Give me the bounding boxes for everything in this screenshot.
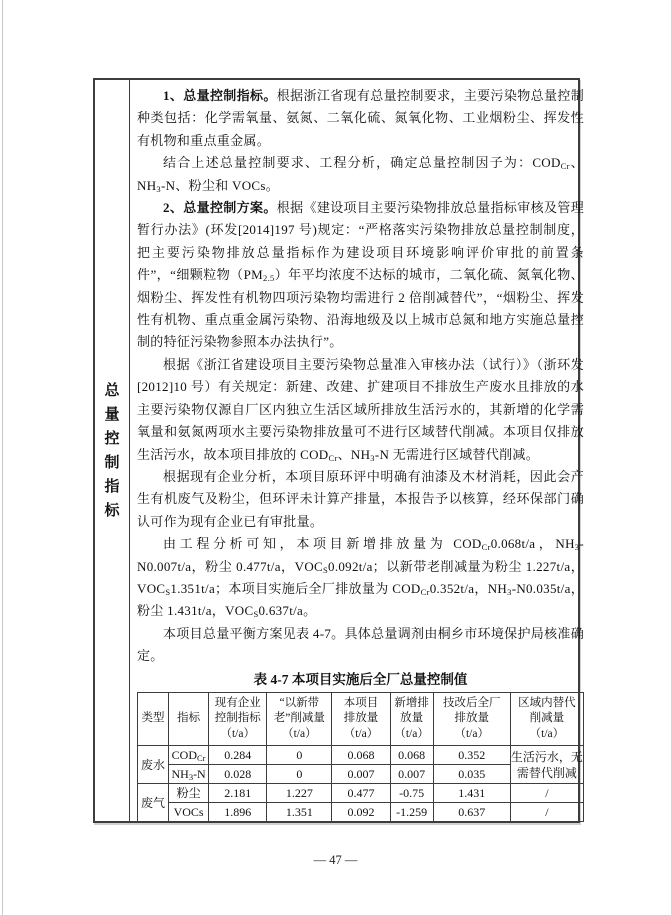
- header-line: 本项目: [343, 696, 379, 709]
- sidebar-label-char: 总: [104, 382, 120, 399]
- totals-table: [137, 692, 584, 823]
- subscript-text: 2.5: [263, 273, 275, 284]
- subscript-text: 3: [156, 183, 161, 194]
- sidebar-label-char: 指: [104, 478, 120, 495]
- table-cell: 0.092: [332, 803, 390, 822]
- sidebar-label: [104, 379, 119, 523]
- header-line: 类型: [141, 712, 165, 725]
- scan-edge-artifact: [2, 0, 3, 915]
- paragraph: [137, 623, 584, 668]
- table-cell: 1.431: [433, 784, 510, 803]
- subscript-text: S: [322, 564, 329, 575]
- table-header-row: [138, 692, 584, 746]
- text-run: -N0.035t/a，粉尘 1.431t/a，VOC: [137, 580, 585, 619]
- subscript-text: S: [253, 609, 259, 620]
- subscript-text: 3: [507, 586, 512, 597]
- header-line: 放量: [400, 712, 424, 725]
- table-cell: 0.284: [209, 746, 267, 765]
- table-cell: 1.896: [209, 803, 267, 822]
- text-run: 1.351t/a；本项目实施后全厂排放量为 COD: [170, 580, 421, 596]
- table-cell: 2.181: [209, 784, 267, 803]
- paragraph: [137, 533, 584, 623]
- sidebar-label-char: 量: [104, 406, 120, 423]
- header-line: 控制指标: [214, 712, 261, 725]
- content-cell: [130, 80, 591, 821]
- header-line: 新增排: [394, 696, 429, 709]
- text-run: 0.068t/a，NH: [490, 536, 575, 552]
- table-cell: 0.068: [390, 746, 433, 765]
- bold-text: 2、总量控制方案。: [163, 200, 277, 216]
- header-line: （t/a）: [529, 727, 565, 740]
- table-cell: -0.75: [390, 784, 433, 803]
- text-run: 本项目总量平衡方案见表 4-7。具体总量调剂由桐乡市环境保护局核准确定。: [137, 625, 584, 664]
- subscript-text: Cr: [197, 753, 206, 764]
- text-run: NH: [171, 767, 189, 782]
- table-cell: 0.035: [433, 765, 510, 784]
- subscript-text: Cr: [560, 161, 570, 172]
- table-row: [138, 784, 584, 803]
- header-line: 指标: [177, 712, 201, 725]
- table-row: [138, 803, 584, 822]
- table-caption: 表 4-7 本项目实施后全厂总量控制值: [253, 671, 468, 687]
- subscript-text: 3: [574, 542, 580, 553]
- table-cell: -1.259: [390, 803, 433, 822]
- text-run: 根据浙江省现有总量控制要求，主要污染物总量控制种类包括：化学需氧量、氨氮、二氧化硫、氮氧化物、工业烟粉尘、挥发性有机物和重点重金属。: [137, 88, 584, 148]
- paragraph: [137, 197, 584, 354]
- table-header-cell: [267, 692, 332, 746]
- text-run: 0.092t/a；以新带老削减量为粉尘 1.227t/a，VOC: [137, 558, 584, 596]
- header-line: （t/a）: [394, 727, 429, 740]
- table-cell: /: [510, 803, 583, 822]
- subscript-text: Cr: [328, 452, 338, 463]
- page-number: — 47 —: [313, 853, 358, 867]
- table-cell: 0.007: [390, 765, 433, 784]
- header-line: 削减量: [529, 712, 565, 725]
- header-line: 技改后全厂: [442, 696, 501, 709]
- table-cell: 0.068: [332, 746, 390, 765]
- text-run: 根据《建设项目主要污染物排放总量指标审核及管理暂行办法》(环发[2014]197 号)规定：“严格落实污染物排放总量控制制度，把主要污染物排放总量指标作为建设项目环境影响评价审批的前置条件”，“细颗粒物（PM: [137, 200, 584, 283]
- text-run: 0.637t/a。: [258, 603, 317, 619]
- text-run: 结合上述总量控制要求、工程分析，确定总量控制因子为：COD: [163, 155, 561, 171]
- subscript-text: S: [165, 586, 171, 597]
- paragraph: [137, 152, 584, 197]
- text-run: 根据《浙江省建设项目主要污染物总量准入审核办法（试行）》（浙环发[2012]10 号）有关规定：新建、改建、扩建项目不排放生产废水且排放的水主要污染物仅源自厂区内独立生活区域所排放生活污水的，其新增的化学需氧量和氨氮两项水主要污染物排放量可不进行区域替代削减。本项目仅排放生活污水，故本项目排放的 COD: [137, 356, 584, 462]
- subscript-text: Cr: [420, 586, 430, 597]
- table-cell: 0.477: [332, 784, 390, 803]
- table-cell: 0.352: [433, 746, 510, 765]
- bold-text: 1、总量控制指标。: [163, 88, 277, 103]
- table-cell: 0: [267, 746, 332, 765]
- header-line: 老”削减量: [273, 712, 325, 725]
- table-cell: 生活污水，无需替代削减: [510, 746, 583, 784]
- paragraphs: [137, 85, 584, 668]
- table-cell: VOCs: [169, 803, 209, 822]
- text-run: -N0.007t/a，粉尘 0.477t/a，VOC: [137, 536, 584, 574]
- table-cell: 0.028: [209, 765, 267, 784]
- table-header-cell: [510, 692, 583, 746]
- table-header-cell: [138, 692, 169, 746]
- sidebar-label-char: 制: [104, 454, 120, 471]
- table-cell: 粉尘: [169, 784, 209, 803]
- table-cell: 1.227: [267, 784, 332, 803]
- text-run: -N、粉尘和 VOCs。: [160, 177, 280, 193]
- table-cell: 0.007: [332, 765, 390, 784]
- sidebar-label-char: 控: [104, 430, 120, 447]
- header-line: 排放量: [343, 712, 379, 725]
- text-run: COD: [171, 748, 198, 763]
- paragraph: [137, 85, 584, 152]
- header-line: （t/a）: [282, 727, 317, 740]
- text-run: 根据现有企业分析，本项目原环评中明确有油漆及木材消耗，因此会产生有机废气及粉尘，但环评未计算产排量，本报告予以核算，经环保部门确认可作为现有企业已有审批量。: [137, 468, 584, 529]
- paragraph: [137, 466, 584, 533]
- paragraph: [137, 354, 584, 466]
- header-line: （t/a）: [343, 727, 379, 740]
- table-cell: 废气: [138, 784, 169, 822]
- table-cell: 0.637: [433, 803, 510, 822]
- document-border-table: [93, 78, 585, 823]
- text-run: -N: [193, 767, 206, 782]
- text-run: 、NH: [337, 446, 371, 462]
- table-cell: [169, 746, 209, 765]
- table-cell: /: [510, 784, 583, 803]
- header-line: （t/a）: [454, 727, 489, 740]
- table-cell: 废水: [138, 746, 169, 784]
- header-line: 现有企业: [214, 696, 261, 709]
- text-run: 0.352t/a，NH: [429, 580, 508, 596]
- table-header-cell: [433, 692, 510, 746]
- table-header-cell: [332, 692, 390, 746]
- table-cell: 1.351: [267, 803, 332, 822]
- table-header-cell: [390, 692, 433, 746]
- table-cell: 0: [267, 765, 332, 784]
- subscript-text: Cr: [481, 542, 491, 553]
- text-run: -N 无需进行区域替代削减。: [374, 446, 540, 462]
- table-row: [138, 746, 584, 765]
- subscript-text: 3: [188, 772, 194, 783]
- table-header-cell: [169, 692, 209, 746]
- table-cell: [169, 765, 209, 784]
- table-header-cell: [209, 692, 267, 746]
- header-line: 排放量: [454, 712, 489, 725]
- text-run: 、NH: [137, 155, 584, 193]
- subscript-text: 3: [370, 452, 375, 463]
- table-body: [138, 746, 584, 822]
- header-line: （t/a）: [220, 727, 255, 740]
- text-run: ）年平均浓度不达标的城市，二氧化硫、氮氧化物、烟粉尘、挥发性有机物四项污染物均需进行 2 倍削减替代”，“烟粉尘、挥发性有机物、重点重金属污染物、沿海地级及以上城市总氮和地方实施总量控制的特征污染物参照本办法执行”。: [137, 267, 584, 350]
- text-run: 由工程分析可知，本项目新增排放量为 COD: [163, 536, 482, 552]
- header-line: 区域内替代: [518, 696, 576, 709]
- sidebar-cell: [95, 80, 130, 821]
- sidebar-label-char: 标: [104, 502, 120, 519]
- header-line: “以新带: [279, 696, 320, 709]
